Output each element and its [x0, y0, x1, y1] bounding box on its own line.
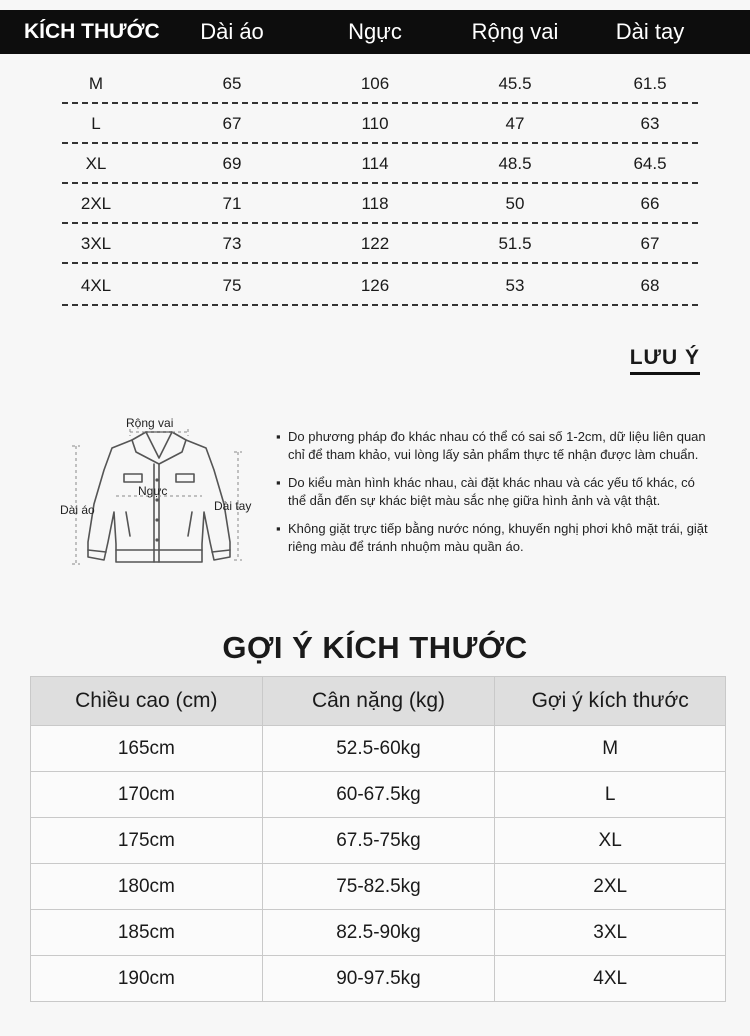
chest-cell: 126	[360, 276, 390, 295]
bullet-icon: ▪	[276, 475, 281, 490]
height-cell: 180cm	[31, 864, 263, 910]
shoulder-cell: 48.5	[498, 154, 532, 173]
sleeve-cell: 63	[640, 114, 660, 133]
size-cell: 3XL	[80, 234, 112, 253]
chest-cell: 118	[361, 194, 389, 213]
shoulder-cell: 53	[505, 276, 525, 295]
table-row	[62, 64, 698, 104]
note-item	[276, 474, 716, 510]
label-length: Dài áo	[60, 503, 95, 517]
weight-cell: 67.5-75kg	[262, 818, 495, 864]
header-sleeve: Dài tay	[615, 19, 685, 44]
jacket-measurement-diagram	[54, 412, 264, 582]
size-cell: 2XL	[80, 194, 112, 213]
size-cell: M	[88, 74, 104, 93]
table-row	[62, 184, 698, 224]
table-row	[31, 864, 726, 910]
table-row	[62, 104, 698, 144]
weight-cell: 82.5-90kg	[262, 910, 495, 956]
note-text: Do phương pháp đo khác nhau có thể có sai số 1-2cm, dữ liệu liên quan chỉ để tham khảo, vui lòng lấy sản phẩm thực tế nhận được làm chuẩn.	[288, 429, 706, 462]
label-sleeve: Dài tay	[214, 499, 252, 513]
weight-cell: 52.5-60kg	[262, 726, 495, 772]
size-chart-header	[0, 10, 750, 54]
header-chest: Ngực	[348, 19, 402, 44]
note-item	[276, 520, 716, 556]
length-cell: 67	[222, 114, 242, 133]
table-row	[31, 818, 726, 864]
sleeve-cell: 66	[640, 194, 660, 213]
length-cell: 65	[222, 74, 242, 93]
size-cell: 4XL	[495, 956, 726, 1002]
length-cell: 71	[222, 194, 242, 213]
size-cell: M	[495, 726, 726, 772]
size-cell: 2XL	[495, 864, 726, 910]
sleeve-cell: 68	[640, 276, 660, 295]
note-title: LƯU Ý	[630, 346, 700, 375]
header-shoulder: Rộng vai	[471, 19, 559, 44]
height-cell: 190cm	[31, 956, 263, 1002]
table-row	[31, 772, 726, 818]
header-length: Dài áo	[200, 19, 264, 44]
height-cell: 165cm	[31, 726, 263, 772]
table-row	[62, 224, 698, 264]
chest-cell: 114	[361, 154, 389, 173]
length-cell: 75	[222, 276, 242, 295]
table-row	[62, 266, 698, 306]
length-cell: 69	[222, 154, 242, 173]
chest-cell: 110	[361, 114, 389, 133]
size-cell: L	[91, 114, 101, 133]
label-chest: Ngực	[138, 484, 168, 498]
header-suggested-size: Gợi ý kích thước	[495, 677, 726, 726]
note-text: Không giặt trực tiếp bằng nước nóng, khuyến nghị phơi khô mặt trái, giặt riêng màu để tránh nhuộm màu quần áo.	[288, 521, 708, 554]
table-row	[31, 726, 726, 772]
row-divider	[62, 304, 698, 306]
height-cell: 170cm	[31, 772, 263, 818]
header-size: KÍCH THƯỚC	[24, 20, 160, 43]
size-cell: 3XL	[495, 910, 726, 956]
recommendation-table	[30, 676, 726, 1002]
row-divider	[62, 262, 698, 264]
length-cell: 73	[222, 234, 242, 253]
shoulder-cell: 50	[505, 194, 525, 213]
size-cell: XL	[495, 818, 726, 864]
header-height: Chiều cao (cm)	[31, 677, 263, 726]
size-cell: L	[495, 772, 726, 818]
size-cell: 4XL	[80, 276, 112, 295]
size-cell: XL	[85, 154, 107, 173]
note-text: Do kiểu màn hình khác nhau, cài đặt khác nhau và các yếu tố khác, có thể dẫn đến sự khác biệt màu sắc nhẹ giữa hình ảnh và vật thật.	[288, 475, 695, 508]
table-header-row	[31, 677, 726, 726]
height-cell: 175cm	[31, 818, 263, 864]
shoulder-cell: 45.5	[498, 74, 532, 93]
label-shoulder: Rộng vai	[126, 416, 174, 430]
sleeve-cell: 67	[640, 234, 660, 253]
table-row	[31, 956, 726, 1002]
shoulder-cell: 47	[505, 114, 525, 133]
sleeve-cell: 64.5	[633, 154, 667, 173]
table-row	[31, 910, 726, 956]
note-list	[276, 428, 716, 566]
note-item	[276, 428, 716, 464]
height-cell: 185cm	[31, 910, 263, 956]
bullet-icon: ▪	[276, 521, 281, 536]
table-row	[62, 144, 698, 184]
sleeve-cell: 61.5	[633, 74, 667, 93]
weight-cell: 60-67.5kg	[262, 772, 495, 818]
chest-cell: 122	[360, 234, 390, 253]
shoulder-cell: 51.5	[498, 234, 532, 253]
chest-cell: 106	[360, 74, 390, 93]
weight-cell: 90-97.5kg	[262, 956, 495, 1002]
recommendation-title: GỢI Ý KÍCH THƯỚC	[222, 630, 528, 665]
header-weight: Cân nặng (kg)	[262, 677, 495, 726]
bullet-icon: ▪	[276, 429, 281, 444]
weight-cell: 75-82.5kg	[262, 864, 495, 910]
